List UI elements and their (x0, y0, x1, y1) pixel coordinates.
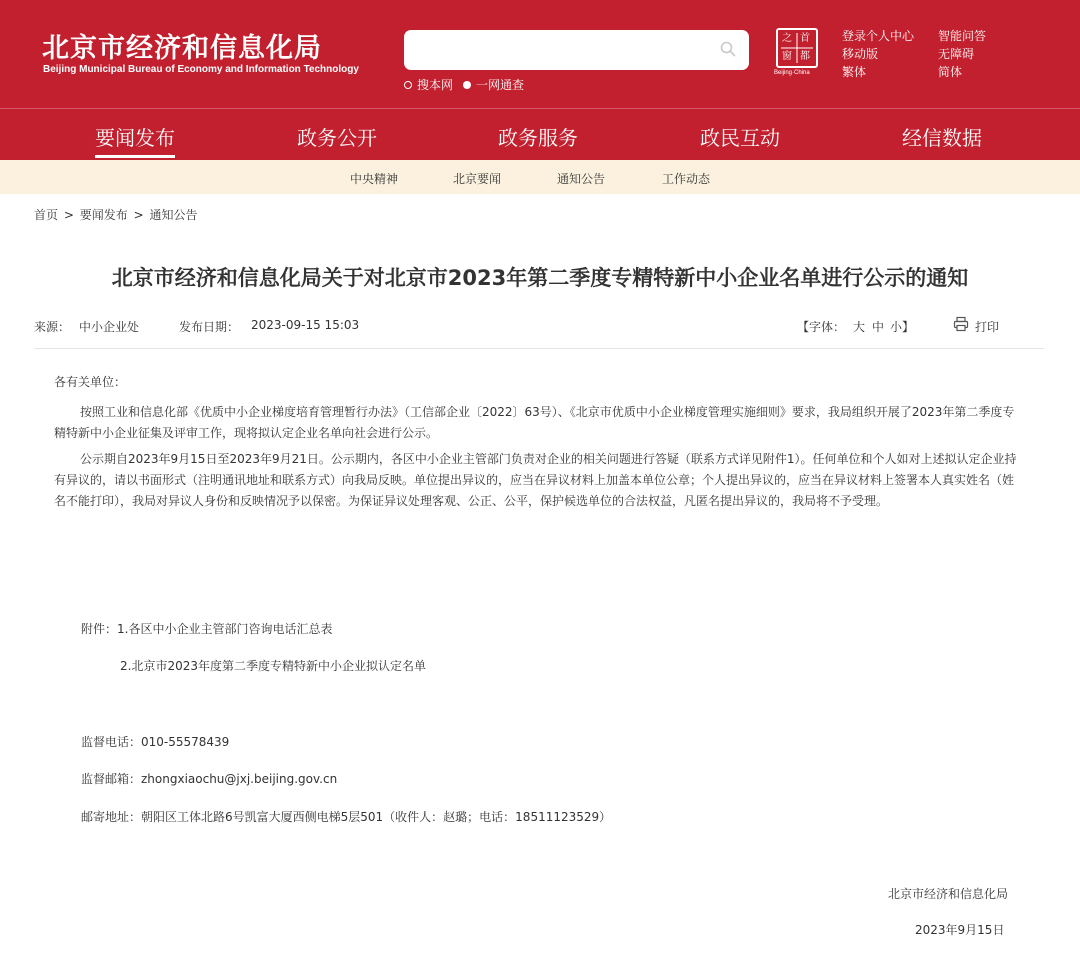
supervision-email: 监督邮箱：zhongxiaochu@jxj.beijing.gov.cn (81, 772, 338, 786)
mobile-version-link[interactable]: 移动版 (842, 47, 879, 61)
simplified-chinese-link[interactable]: 简体 (938, 65, 963, 79)
breadcrumb-separator: > (63, 208, 74, 222)
salutation: 各有关单位： (54, 375, 127, 389)
nav-economic-data[interactable]: 经信数据 (902, 126, 982, 150)
font-size-medium-button[interactable]: 中 (872, 320, 885, 334)
nav-government-affairs[interactable]: 政务公开 (297, 126, 377, 150)
subnav-beijing-news[interactable]: 北京要闻 (453, 172, 502, 186)
sub-nav (0, 160, 1080, 194)
nav-news-release[interactable]: 要闻发布 (95, 126, 175, 150)
search-scope-all-label: 一网通查 (476, 78, 525, 92)
seal-caption: Beijing·China (774, 70, 810, 76)
breadcrumb-notices[interactable]: 通知公告 (149, 208, 198, 222)
site-header (0, 0, 1080, 108)
subnav-work-updates[interactable]: 工作动态 (662, 172, 711, 186)
subnav-notices[interactable]: 通知公告 (557, 172, 606, 186)
capital-window-logo[interactable] (776, 28, 822, 78)
font-size-label: 【字体： (797, 320, 846, 334)
print-button[interactable]: 打印 (975, 320, 1000, 334)
signature-date: 2023年9月15日 (915, 923, 1005, 937)
traditional-chinese-link[interactable]: 繁体 (842, 65, 867, 79)
mailing-address: 邮寄地址：朝阳区工体北路6号凯富大厦西侧电梯5层501（收件人：赵璐；电话：18511123529） (81, 810, 612, 824)
meta-divider (34, 348, 1044, 349)
source-label: 来源： (34, 320, 71, 334)
font-size-small-button[interactable]: 小 (890, 320, 903, 334)
font-size-bracket: 】 (902, 320, 915, 334)
search-scope-site-label: 搜本网 (417, 78, 454, 92)
nav-government-services[interactable]: 政务服务 (498, 126, 578, 150)
site-logo-subtitle: Beijing Municipal Bureau of Economy and Information Technology (43, 64, 359, 75)
source-value: 中小企业处 (79, 320, 140, 334)
signature-org: 北京市经济和信息化局 (888, 887, 1009, 901)
subnav-central-spirit[interactable]: 中央精神 (350, 172, 399, 186)
attachment-2-link[interactable]: 2.北京市2023年度第二季度专精特新中小企业拟认定名单 (120, 659, 426, 673)
radio-unchecked-icon (404, 81, 412, 89)
site-logo-title[interactable]: 北京市经济和信息化局 (42, 33, 322, 64)
breadcrumb-separator: > (133, 208, 144, 222)
font-size-large-button[interactable]: 大 (853, 320, 866, 334)
main-nav (0, 108, 1080, 160)
printer-icon[interactable] (953, 316, 969, 332)
search-scope-all[interactable] (463, 76, 524, 93)
login-link[interactable]: 登录个人中心 (842, 29, 915, 43)
breadcrumb-news-release[interactable]: 要闻发布 (79, 208, 128, 222)
search-icon[interactable] (719, 40, 737, 58)
paragraph-1: 按照工业和信息化部《优质中小企业梯度培育管理暂行办法》（工信部企业〔2022〕63号）、《北京市优质中小企业梯度管理实施细则》要求，我局组织开展了2023年第二季度专精特新中小企业征集及评审工作，现将拟认定企业名单向社会进行公示。 (54, 405, 1015, 440)
nav-public-interaction[interactable]: 政民互动 (700, 126, 780, 150)
paragraph-2: 公示期自2023年9月15日至2023年9月21日。公示期内，各区中小企业主管部门负责对企业的相关问题进行答疑（联系方式详见附件1）。任何单位和个人如对上述拟认定企业持有异议的，请以书面形式（注明通讯地址和联系方式）向我局反映。单位提出异议的，应当在异议材料上加盖本单位公章；个人提出异议的，应当在异议材料上签署本人真实姓名（姓名不能打印），我局对异议人身份和反映情况予以保密。为保证异议处理客观、公正、公平，保护候选单位的合法权益，凡匿名提出异议的，我局将不予受理。 (54, 452, 1017, 508)
breadcrumb-home[interactable]: 首页 (34, 208, 59, 222)
search-input[interactable] (404, 30, 749, 70)
breadcrumb (34, 206, 199, 223)
seal-char: 之 (782, 33, 792, 44)
radio-checked-icon (463, 81, 471, 89)
publish-date-label: 发布日期： (179, 320, 240, 334)
search-scope-site[interactable] (404, 76, 453, 93)
seal-char: 首 (800, 33, 810, 44)
supervision-phone: 监督电话：010-55578439 (81, 735, 230, 749)
seal-char: 窗 (782, 51, 792, 62)
publish-date-value: 2023-09-15 15:03 (251, 318, 360, 332)
accessibility-link[interactable]: 无障碍 (938, 47, 975, 61)
smart-qa-link[interactable]: 智能问答 (938, 29, 987, 43)
attachment-1-link[interactable]: 附件：1.各区中小企业主管部门咨询电话汇总表 (81, 622, 333, 636)
article-title: 北京市经济和信息化局关于对北京市2023年第二季度专精特新中小企业名单进行公示的通知 (111, 266, 969, 290)
nav-active-indicator (95, 155, 175, 158)
seal-char: 都 (800, 51, 810, 62)
